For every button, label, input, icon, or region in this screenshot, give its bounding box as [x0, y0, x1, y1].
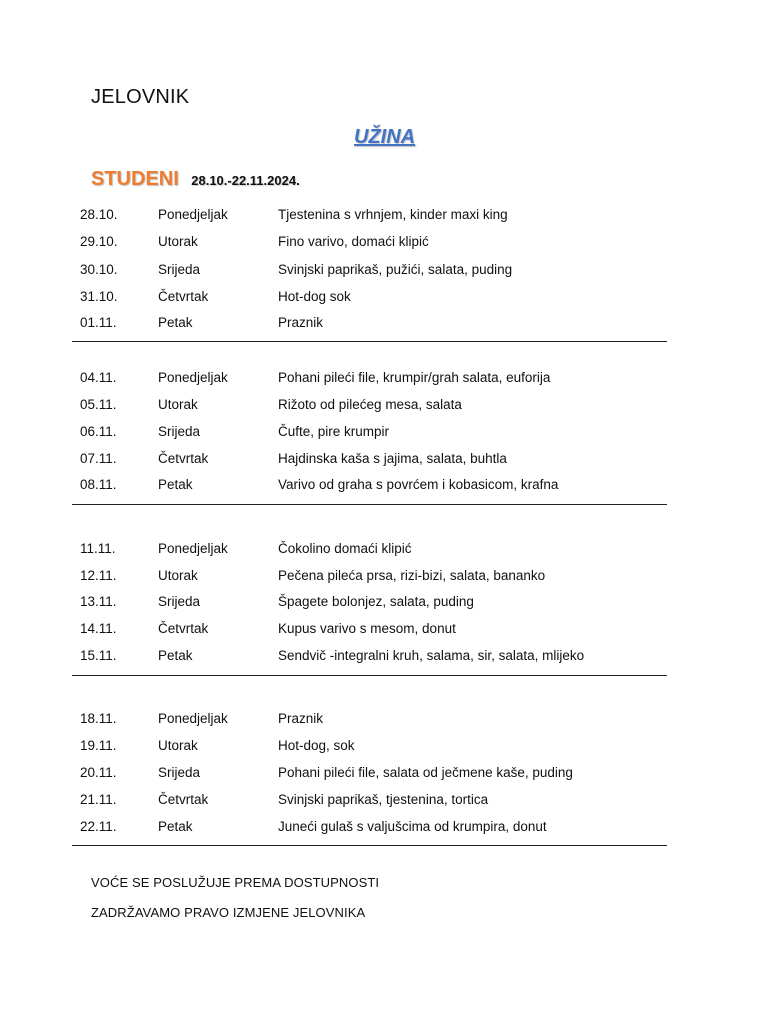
row-day: Petak	[158, 477, 193, 492]
row-day: Srijeda	[158, 424, 201, 439]
row-meal: Varivo od graha s povrćem i kobasicom, krafna	[278, 477, 559, 492]
row-date: 05.11.	[80, 397, 117, 412]
row-date: 01.11.	[80, 315, 117, 330]
row-date: 20.11.	[80, 765, 117, 780]
row-meal: Špagete bolonjez, salata, puding	[278, 594, 474, 609]
row-day: Srijeda	[158, 262, 201, 277]
row-day: Srijeda	[158, 594, 201, 609]
row-meal: Hot-dog, sok	[278, 738, 355, 753]
row-meal: Čokolino domaći klipić	[278, 541, 412, 556]
table-row	[72, 566, 667, 586]
row-meal: Rižoto od pilećeg mesa, salata	[278, 397, 462, 412]
row-meal: Praznik	[278, 315, 324, 330]
row-day: Ponedjeljak	[158, 541, 228, 556]
table-row	[72, 709, 667, 729]
row-meal: Pohani pileći file, salata od ječmene kaše, puding	[278, 765, 573, 780]
row-meal: Sendvič -integralni kruh, salama, sir, salata, mlijeko	[278, 648, 585, 663]
month-heading	[91, 168, 300, 191]
row-date: 13.11.	[80, 594, 117, 609]
row-meal: Pečena pileća prsa, rizi-bizi, salata, bananko	[278, 568, 546, 583]
row-date: 06.11.	[80, 424, 117, 439]
row-day: Ponedjeljak	[158, 207, 228, 222]
row-date: 28.10.	[80, 207, 118, 222]
row-date: 15.11.	[80, 648, 117, 663]
row-day: Utorak	[158, 397, 198, 412]
row-meal: Fino varivo, domaći klipić	[278, 234, 429, 249]
row-meal: Praznik	[278, 711, 324, 726]
table-row	[72, 205, 667, 225]
row-day: Srijeda	[158, 765, 201, 780]
table-row	[72, 287, 667, 307]
table-row	[72, 817, 667, 837]
row-day: Četvrtak	[158, 792, 209, 807]
row-meal: Svinjski paprikaš, tjestenina, tortica	[278, 792, 489, 807]
week-divider	[72, 845, 667, 846]
date-range: 28.10.-22.11.2024.	[191, 173, 300, 188]
row-day: Četvrtak	[158, 621, 209, 636]
row-date: 07.11.	[80, 451, 117, 466]
row-date: 22.11.	[80, 819, 117, 834]
table-row	[72, 646, 667, 666]
row-day: Petak	[158, 315, 193, 330]
row-meal: Hot-dog sok	[278, 289, 351, 304]
row-date: 31.10.	[80, 289, 118, 304]
row-date: 14.11.	[80, 621, 117, 636]
table-row	[72, 736, 667, 756]
row-date: 04.11.	[80, 370, 117, 385]
table-row	[72, 368, 667, 388]
row-meal: Pohani pileći file, krumpir/grah salata, euforija	[278, 370, 551, 385]
table-row	[72, 763, 667, 783]
month-name: STUDENI	[91, 168, 179, 190]
row-day: Petak	[158, 819, 193, 834]
row-day: Četvrtak	[158, 451, 209, 466]
week-divider	[72, 341, 667, 342]
row-date: 21.11.	[80, 792, 117, 807]
row-date: 11.11.	[80, 541, 116, 556]
row-meal: Hajdinska kaša s jajima, salata, buhtla	[278, 451, 507, 466]
row-date: 18.11.	[80, 711, 117, 726]
table-row	[72, 619, 667, 639]
row-day: Ponedjeljak	[158, 370, 228, 385]
row-day: Utorak	[158, 568, 198, 583]
row-date: 12.11.	[80, 568, 117, 583]
table-row	[72, 395, 667, 415]
page-title: JELOVNIK	[91, 86, 190, 108]
row-day: Četvrtak	[158, 289, 209, 304]
table-row	[72, 475, 667, 495]
row-day: Ponedjeljak	[158, 711, 228, 726]
row-date: 30.10.	[80, 262, 118, 277]
note-changes: ZADRŽAVAMO PRAVO IZMJENE JELOVNIKA	[91, 905, 366, 920]
table-row	[72, 232, 667, 252]
table-row	[72, 539, 667, 559]
row-meal: Svinjski paprikaš, pužići, salata, puding	[278, 262, 513, 277]
row-date: 08.11.	[80, 477, 117, 492]
row-meal: Juneći gulaš s valjušcima od krumpira, donut	[278, 819, 547, 834]
row-day: Utorak	[158, 738, 198, 753]
row-date: 19.11.	[80, 738, 117, 753]
row-date: 29.10.	[80, 234, 118, 249]
table-row	[72, 790, 667, 810]
note-fruit: VOĆE SE POSLUŽUJE PREMA DOSTUPNOSTI	[91, 875, 380, 890]
table-row	[72, 422, 667, 442]
table-row	[72, 313, 667, 333]
week-divider	[72, 504, 667, 505]
week-divider	[72, 675, 667, 676]
table-row	[72, 592, 667, 612]
row-meal: Čufte, pire krumpir	[278, 424, 390, 439]
row-day: Utorak	[158, 234, 198, 249]
row-meal: Kupus varivo s mesom, donut	[278, 621, 456, 636]
row-day: Petak	[158, 648, 193, 663]
table-row	[72, 449, 667, 469]
menu-subtitle: UŽINA	[354, 126, 416, 148]
row-meal: Tjestenina s vrhnjem, kinder maxi king	[278, 207, 508, 222]
table-row	[72, 260, 667, 280]
